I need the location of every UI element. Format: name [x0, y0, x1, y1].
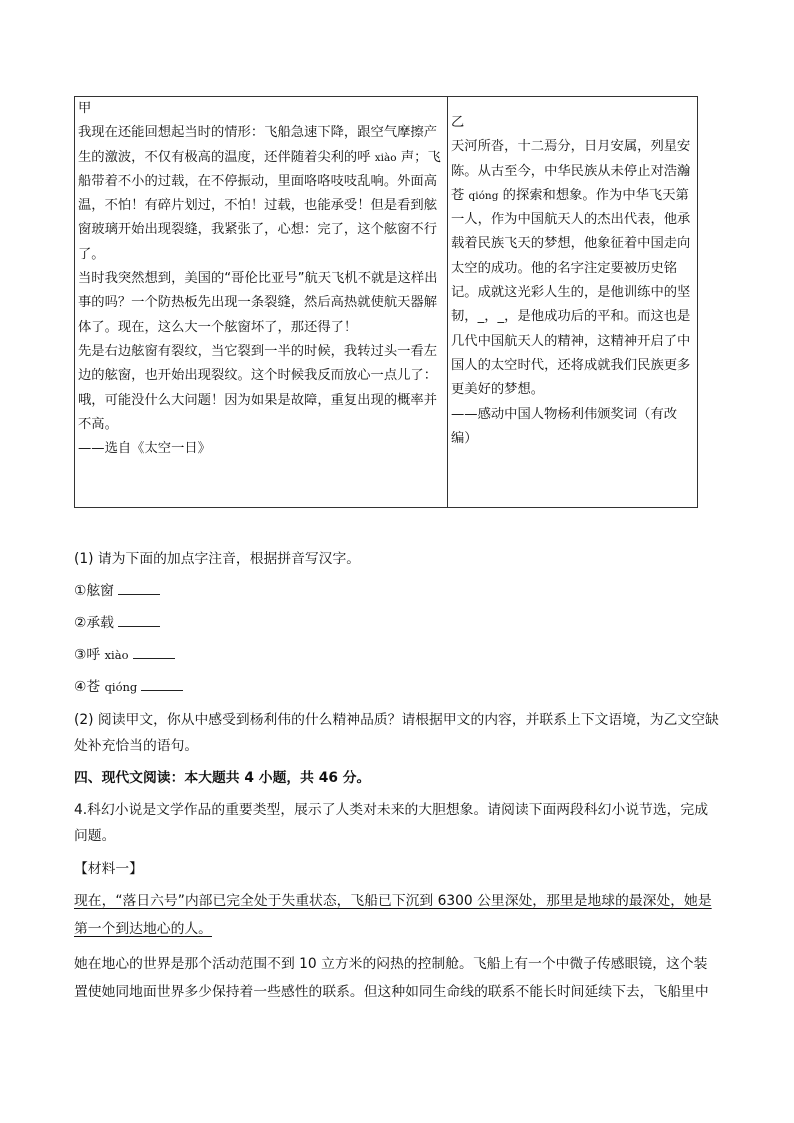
passage-jia-paragraph: 我现在还能回想起当时的情形：飞船急速下降，跟空气摩擦产生的激波，不仅有极高的温度，还伴随着尖利的呼 xiào 声；飞船带着不小的过载，在不停振动，里面咯咯吱吱乱响。外面高温，不怕！有碎片划过，不怕！过载，也能承受！但是看到舷窗玻璃开始出现裂缝，我紧张了，心想：完了，这个舷窗不行了。	[78, 125, 441, 262]
pinyin-annotation: qióng	[468, 189, 499, 202]
passage-jia-title: 甲	[78, 101, 92, 116]
question-1-item: ③呼 xiào	[74, 643, 175, 667]
material-1-paragraph: 她在地心的世界是那个活动范围不到 10 立方米的闷热的控制舱。飞船上有一个中微子传感眼镜，这个装置使她同地面世界多少保持着一些感性的联系。但这种如同生命线的联系不能长时间延续下去，飞船里中	[74, 956, 709, 1000]
pinyin-annotation: xiào	[374, 151, 397, 164]
question-4-stem: 4.科幻小说是文学作品的重要类型，展示了人类对未来的大胆想象。请阅读下面两段科幻小说节选，完成问题。	[74, 802, 709, 844]
question-1-item: ④苍 qióng	[74, 675, 183, 699]
answer-blank[interactable]	[133, 644, 175, 659]
answer-blank[interactable]	[118, 612, 160, 627]
question-1-item: ②承载	[74, 611, 160, 635]
passages-table	[74, 96, 698, 508]
passage-jia-paragraph: 先是右边舷窗有裂纹，当它裂到一半的时候，我转过头一看左边的舷窗，也开始出现裂纹。这个时候我反而放心一点儿了：哦，可能没什么大问题！因为如果是故障，重复出现的概率并不高。	[78, 343, 438, 432]
passage-yi-paragraph: 天河所沓，十二焉分，日月安属，列星安陈。从古至今，中华民族从未停止对浩瀚苍 qióng 的探索和想象。作为中华飞天第一人，作为中国航天人的杰出代表，他承载着民族飞天的梦想，他象征着中国走向太空的成功。他的名字注定要被历史铭记。成就这光彩人生的，是他训练中的坚韧，_，_，是他成功后的平和。而这也是几代中国航天人的精神，这精神开启了中国人的太空时代，还将成就我们民族更多更美好的梦想。	[451, 139, 691, 398]
passage-jia-paragraph: 当时我突然想到，美国的“哥伦比亚号”航天飞机不就是这样出事的吗？一个防热板先出现一条裂缝，然后高热就使航天器解体了。现在，这么大一个舷窗坏了，那还得了！	[78, 271, 438, 335]
section-4-title: 四、现代文阅读：本大题共 4 小题，共 46 分。	[74, 770, 371, 786]
material-1-title: 【材料一】	[74, 861, 143, 877]
material-1-underlined-text: 现在，“落日六号”内部已完全处于失重状态，飞船已下沉到 6300 公里深处，那里是地球的最深处，她是第一个到达地心的人。	[74, 893, 712, 937]
question-1-item: ①舷窗	[74, 579, 160, 603]
passage-yi-source: ——感动中国人物杨利伟颁奖词（有改编）	[451, 406, 678, 446]
answer-blank[interactable]	[118, 580, 160, 595]
answer-blank[interactable]	[141, 676, 183, 691]
passage-jia-source: ——选自《太空一日》	[78, 441, 211, 457]
passage-yi-cell	[448, 97, 698, 508]
question-1-stem: (1) 请为下面的加点字注音，根据拼音写汉字。	[74, 551, 361, 567]
passage-yi-title: 乙	[451, 115, 465, 130]
passage-jia-cell	[75, 97, 448, 508]
question-2: (2) 阅读甲文，你从中感受到杨利伟的什么精神品质？请根据甲文的内容，并联系上下文语境，为乙文空缺处补充恰当的语句。	[74, 712, 719, 754]
